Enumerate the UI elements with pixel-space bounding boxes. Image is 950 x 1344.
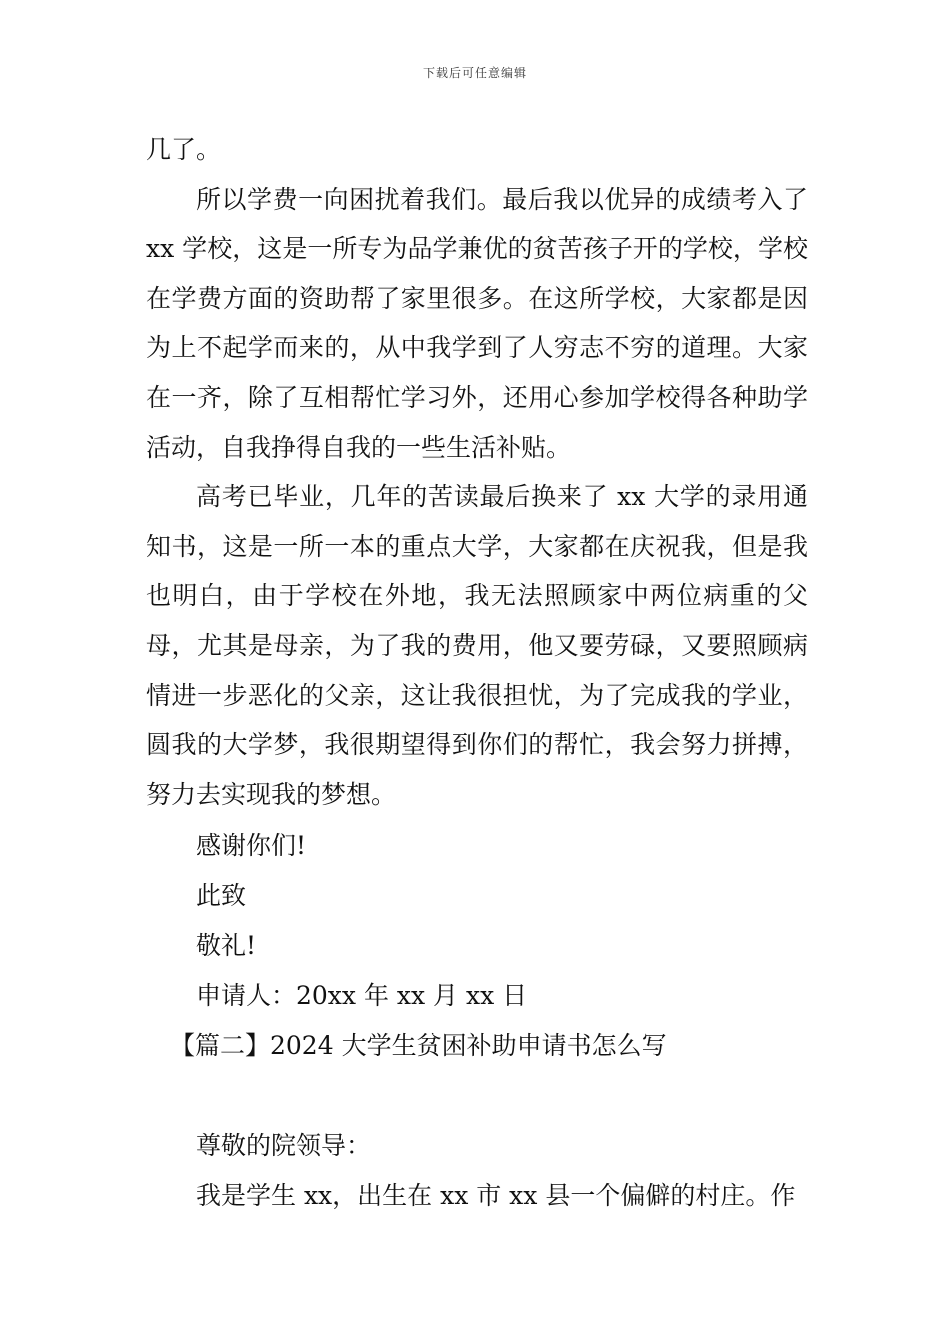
paragraph-tuition: 所以学费一向困扰着我们。最后我以优异的成绩考入了 xx 学校，这是一所专为品学兼优的贫苦孩子开的学校，学校在学费方面的资助帮了家里很多。在这所学校，大家都是因为上不起学而来的，从中我学到了人穷志不穷的道理。大家在一齐，除了互相帮忙学习外，还用心参加学校得各种助学活动，自我挣得自我的一些生活补贴。 <box>146 184 808 462</box>
salutation: 尊敬的院领导： <box>196 1131 372 1160</box>
page-header: 下载后可任意编辑 <box>422 66 527 80</box>
paragraph-gaokao: 高考已毕业，几年的苦读最后换来了 xx 大学的录用通知书，这是一所一本的重点大学，大家都在庆祝我，但是我也明白，由于学校在外地，我无法照顾家中两位病重的父母，尤其是母亲，为了我的费用，他又要劳碌，又要照顾病情进一步恶化的父亲，这让我很担忧，为了完成我的学业，圆我的大学梦，我很期望得到你们的帮忙，我会努力拼搏，努力去实现我的梦想。 <box>146 482 808 809</box>
paragraph-continuation: 几了。 <box>146 135 222 164</box>
section-title: 【篇二】2024 大学生贫困补助申请书怎么写 <box>170 1031 667 1060</box>
closing-applicant: 申请人：20xx 年 xx 月 xx 日 <box>196 981 528 1010</box>
closing-thanks: 感谢你们! <box>196 831 307 860</box>
closing-cizhi: 此致 <box>196 881 247 910</box>
section2-first-line: 我是学生 xx，出生在 xx 市 xx 县一个偏僻的村庄。作 <box>196 1181 796 1210</box>
closing-jingli: 敬礼! <box>196 931 257 960</box>
body-text-block <box>146 125 808 819</box>
